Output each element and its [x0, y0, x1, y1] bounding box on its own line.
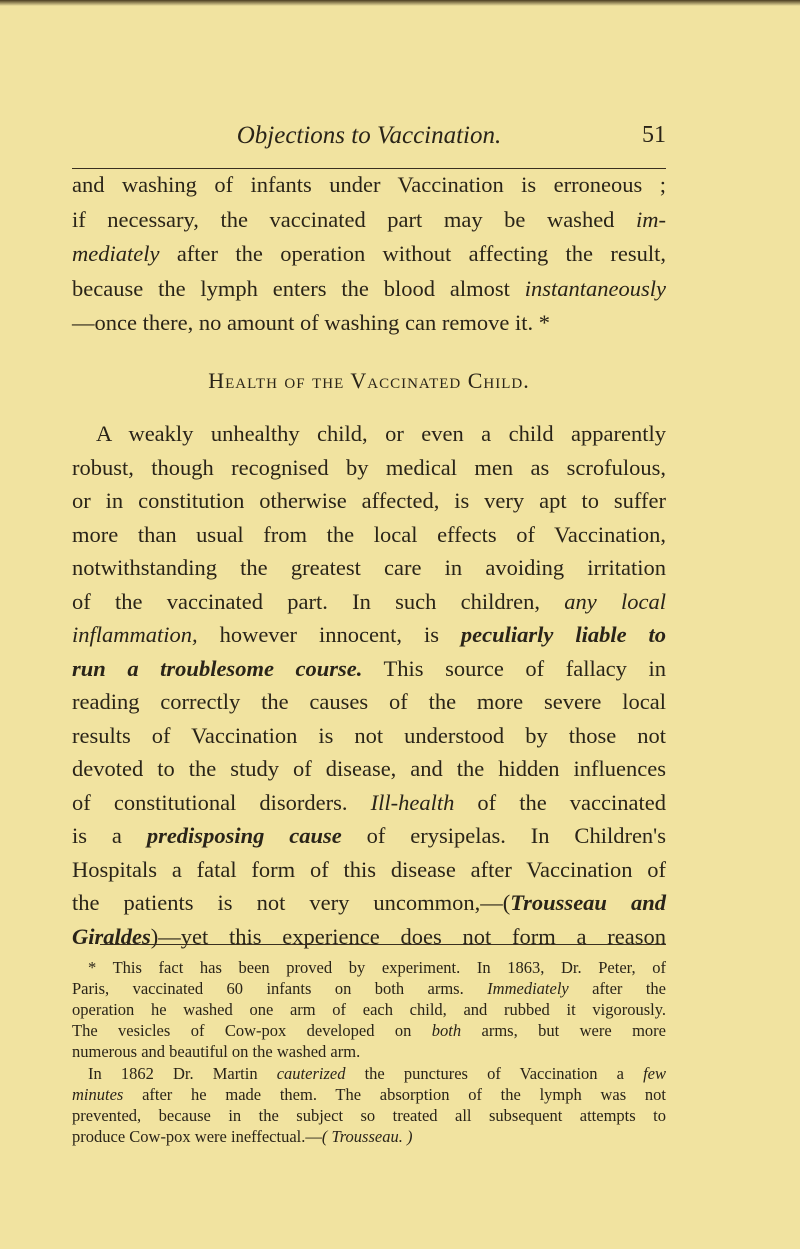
text-segment: more than usual from the local effects of Vaccination,: [72, 521, 666, 547]
text-segment: notwithstanding the greatest care in avoiding irritation: [72, 555, 666, 580]
emphasis-text: mediately: [72, 241, 160, 266]
text-segment: operation he washed one arm of each child, and rubbed it vigorously.: [72, 1000, 666, 1019]
text-line: [72, 522, 666, 548]
running-head: [72, 122, 666, 158]
emphasis-text: inflammation,: [72, 622, 198, 647]
text-line: [72, 823, 666, 849]
text-line: [72, 276, 666, 302]
emphasis-text: Giraldes: [72, 923, 151, 949]
text-segment: of the vaccinated: [454, 789, 666, 815]
text-line: [72, 241, 666, 267]
text-segment: or in constitution otherwise affected, is very apt to suffer: [72, 488, 666, 513]
text-line: [72, 790, 666, 816]
footnote-line: [88, 958, 666, 978]
emphasis-text: ( Trousseau. ): [321, 1127, 413, 1146]
text-segment: robust, though recognised by medical men as scrofulous,: [72, 454, 666, 480]
text-segment: of the vaccinated part. In such children,: [72, 588, 565, 614]
text-line: [96, 421, 666, 447]
text-segment: and washing of infants under Vaccination is erroneous ;: [72, 172, 666, 197]
text-segment: because the lymph enters the blood almost: [72, 275, 525, 301]
section-heading: Health of the Vaccinated Child.: [208, 368, 530, 393]
emphasis-text: predisposing cause: [146, 823, 342, 848]
text-line: [72, 656, 666, 682]
header-rule: [72, 168, 666, 169]
footnote-line: [72, 1085, 666, 1105]
text-line: [72, 723, 666, 749]
text-line: [72, 924, 666, 950]
page-number: 51: [642, 122, 666, 148]
text-line: [72, 622, 666, 648]
text-segment: Hospitals a fatal form of this disease after Vaccination of: [72, 856, 666, 882]
text-segment: of erysipelas. In Children's: [341, 823, 666, 848]
text-line: [72, 689, 666, 715]
text-segment: The vesicles of Cow-pox developed on: [72, 1021, 432, 1040]
text-line: [72, 488, 666, 514]
text-segment: after the operation without affecting the result,: [159, 241, 666, 266]
page-edge-shadow: [0, 0, 800, 6]
text-line: [72, 890, 666, 916]
footnote-rule: [100, 944, 666, 945]
text-line: [72, 207, 666, 233]
emphasis-text: run a troublesome course.: [72, 655, 363, 681]
emphasis-text: both: [431, 1021, 462, 1040]
text-segment: reading correctly the causes of the more severe local: [72, 689, 666, 714]
footnote-line: [88, 1064, 666, 1084]
text-segment: prevented, because in the subject so treated all subsequent attempts to: [72, 1106, 666, 1125]
text-segment: if necessary, the vaccinated part may be washed: [72, 206, 636, 232]
text-segment: after the: [568, 979, 666, 998]
footnote-line: [72, 1127, 666, 1147]
emphasis-text: any local: [564, 588, 666, 614]
text-segment: A weakly unhealthy child, or even a child apparently: [96, 421, 666, 446]
text-segment: is a: [72, 823, 147, 848]
text-segment: )—yet this experience does not form a reason: [150, 923, 666, 949]
text-segment: results of Vaccination is not understood by those not: [72, 722, 666, 748]
text-line: [72, 555, 666, 581]
emphasis-text: Immediately: [487, 979, 569, 998]
text-segment: numerous and beautiful on the washed arm.: [72, 1042, 361, 1061]
text-segment: devoted to the study of disease, and the hidden influences: [72, 756, 666, 781]
text-line: [72, 756, 666, 782]
footnote-line: [72, 1000, 666, 1020]
text-line: [72, 455, 666, 481]
running-head-title: Objections to Vaccination.: [236, 122, 502, 149]
emphasis-text: Trousseau and: [510, 890, 666, 915]
text-segment: This source of fallacy in: [362, 655, 666, 681]
text-segment: of constitutional disorders.: [72, 789, 371, 815]
text-segment: produce Cow-pox were ineffectual.—: [72, 1127, 322, 1146]
emphasis-text: few: [643, 1064, 666, 1083]
footnote-line: [72, 1042, 666, 1062]
text-segment: arms, but were more: [461, 1021, 666, 1040]
text-line: [72, 172, 666, 198]
text-segment: * This fact has been proved by experiment. In 1863, Dr. Peter, of: [88, 958, 666, 977]
emphasis-text: peculiarly liable to: [460, 622, 666, 647]
emphasis-text: cauterized: [276, 1064, 346, 1083]
text-segment: the punctures of Vaccination a: [345, 1064, 644, 1083]
text-segment: the patients is not very uncommon,—(: [72, 890, 511, 915]
text-segment: however innocent, is: [197, 622, 461, 647]
emphasis-text: im-: [636, 206, 666, 232]
footnote-line: [72, 979, 666, 999]
footnote-line: [72, 1106, 666, 1126]
text-segment: Paris, vaccinated 60 infants on both arms.: [72, 979, 488, 998]
text-line: [72, 857, 666, 883]
text-segment: In 1862 Dr. Martin: [88, 1064, 277, 1083]
footnote-line: [72, 1021, 666, 1041]
emphasis-text: instantaneously: [524, 275, 666, 301]
text-segment: —once there, no amount of washing can remove it. *: [72, 310, 550, 335]
emphasis-text: Ill-health: [370, 789, 455, 815]
text-segment: after he made them. The absorption of the lymph was not: [123, 1085, 666, 1104]
text-line: [72, 310, 666, 336]
text-line: [72, 589, 666, 615]
emphasis-text: minutes: [72, 1085, 124, 1104]
